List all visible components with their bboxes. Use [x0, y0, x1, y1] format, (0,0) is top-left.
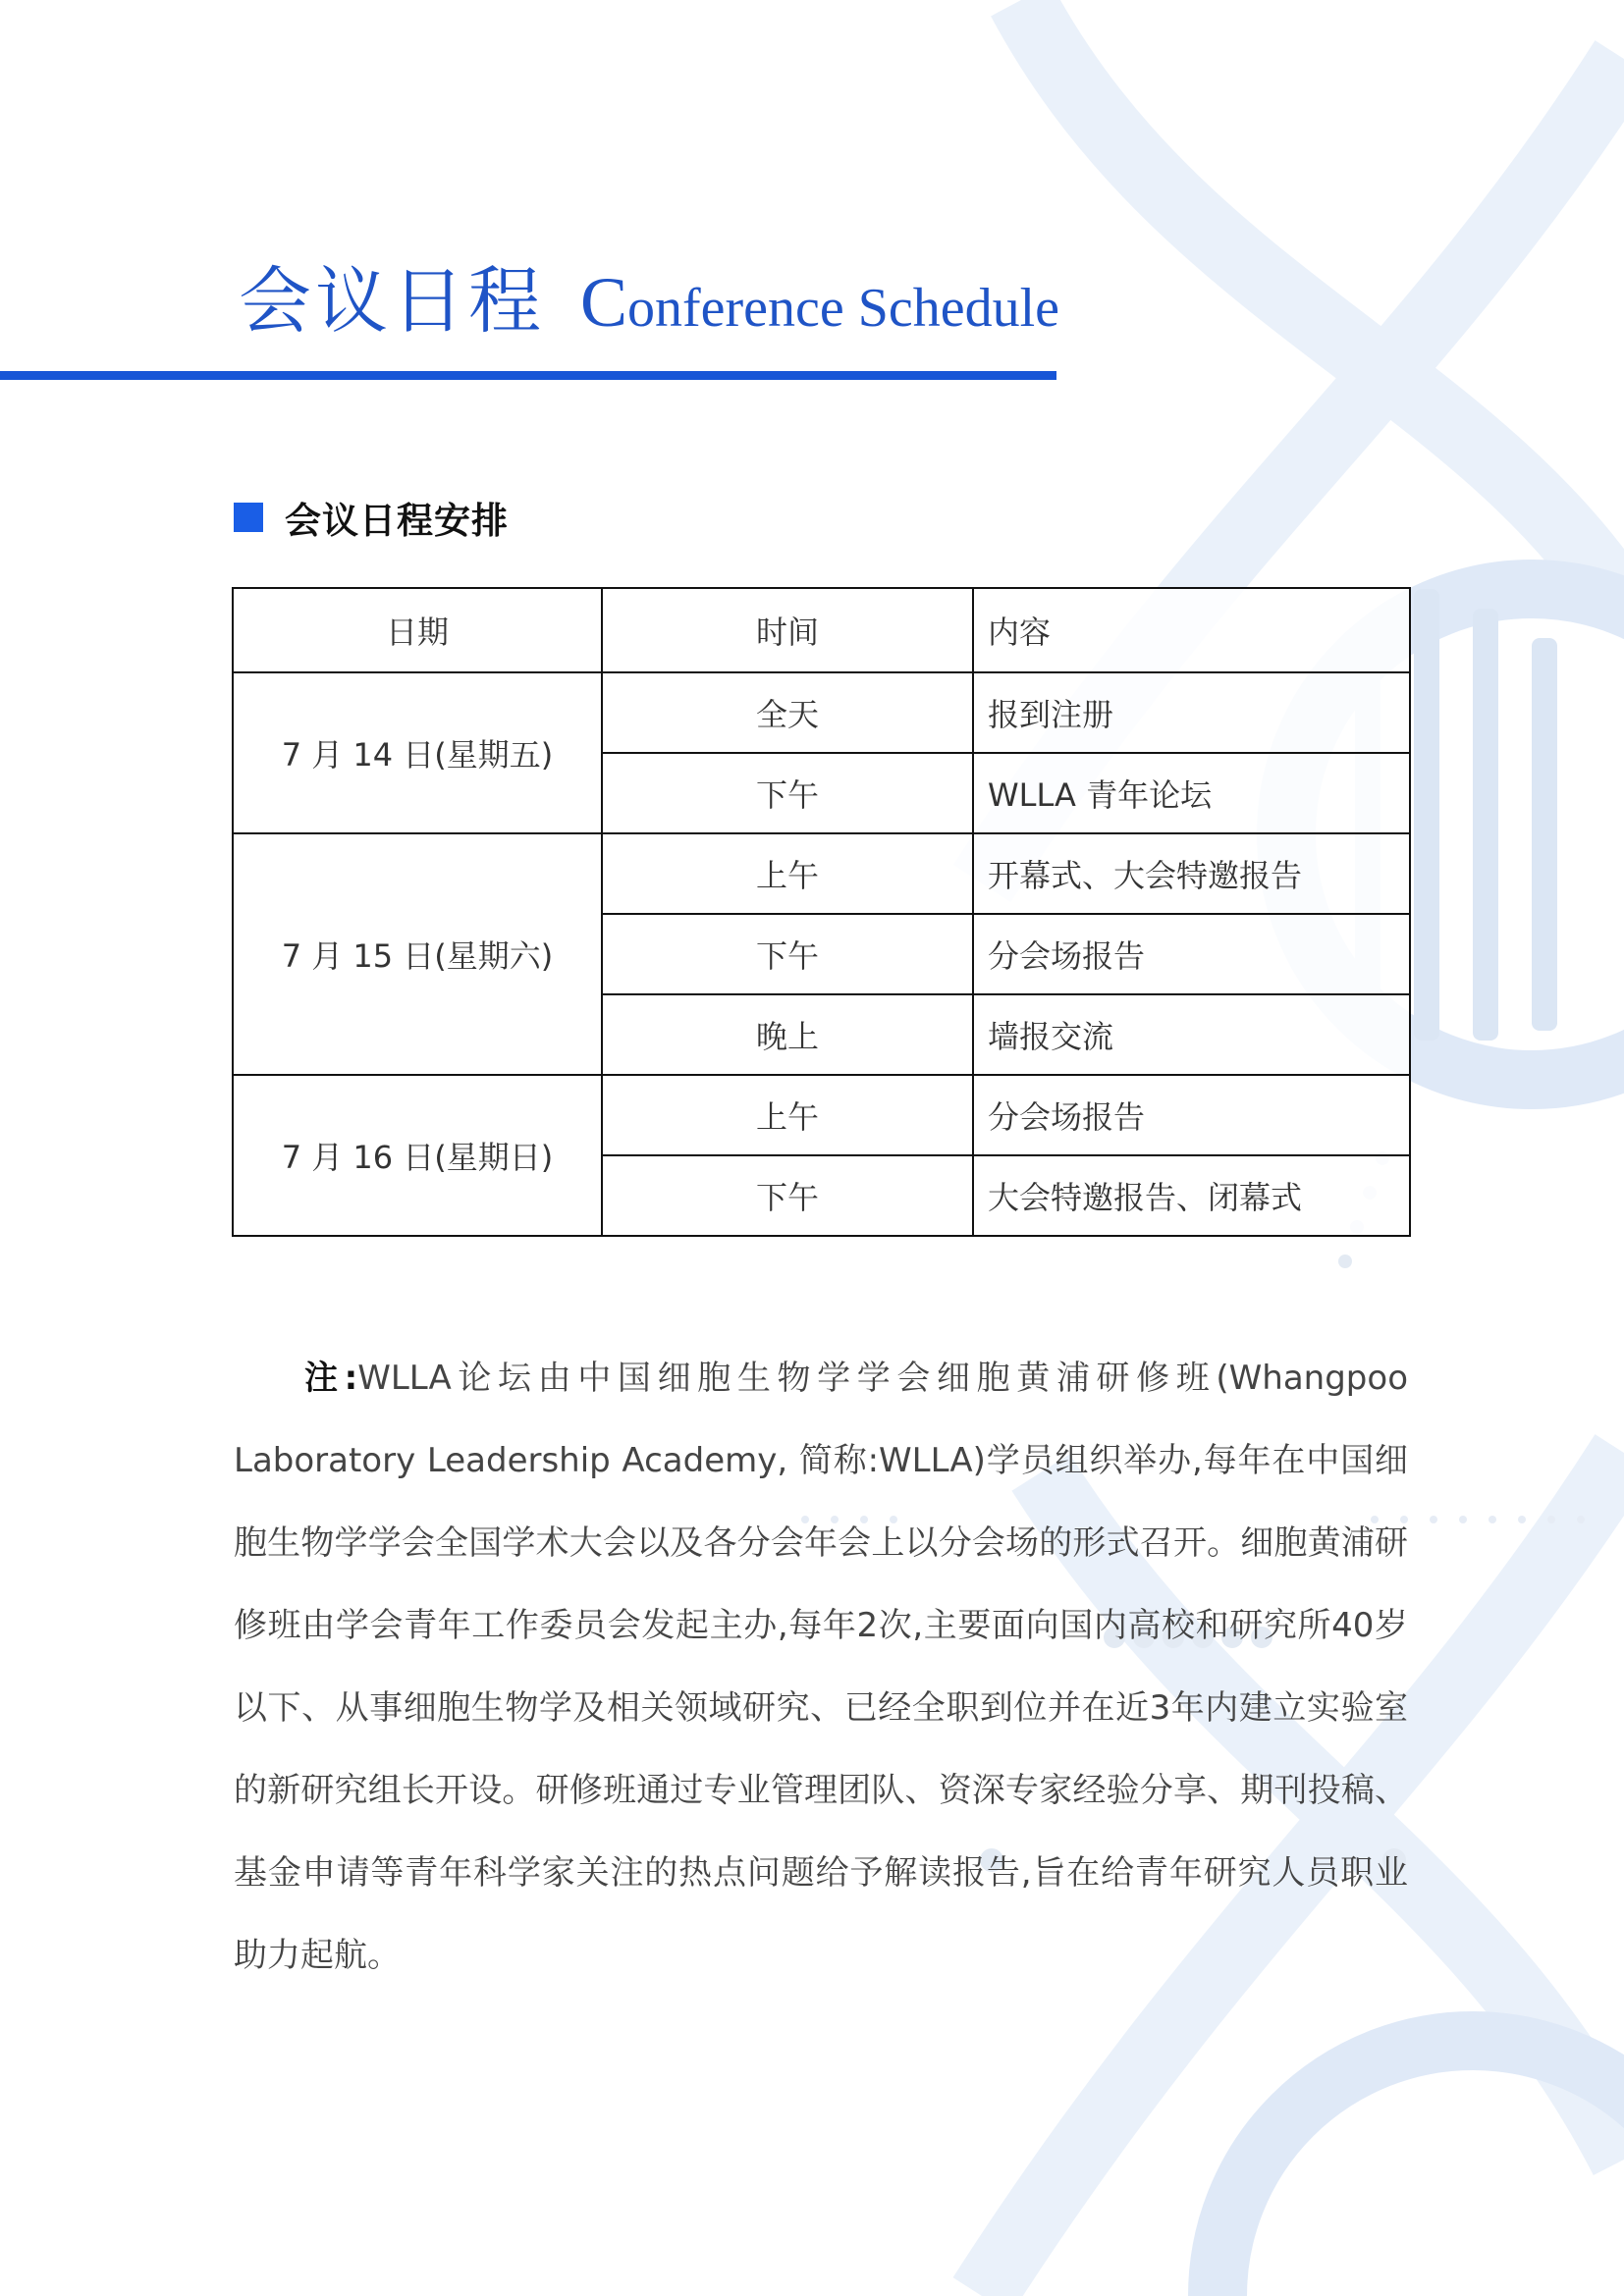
content-cell: 开幕式、大会特邀报告	[973, 833, 1410, 914]
title-underline	[0, 371, 1056, 380]
title-english-rest: onference Schedule	[627, 278, 1060, 339]
time-cell: 下午	[602, 1155, 973, 1236]
section-square-icon	[234, 503, 263, 532]
table-row	[233, 1075, 1410, 1155]
title-english-initial: C	[580, 263, 628, 342]
note-label: 注:	[304, 1359, 358, 1398]
time-cell: 晚上	[602, 994, 973, 1075]
content-cell: 大会特邀报告、闭幕式	[973, 1155, 1410, 1236]
content-cell: 分会场报告	[973, 914, 1410, 994]
section-heading	[234, 491, 509, 544]
date-cell: 7 月 15 日(星期六)	[233, 833, 602, 1075]
schedule-table	[232, 587, 1411, 1237]
time-cell: 全天	[602, 672, 973, 753]
content-cell: 分会场报告	[973, 1075, 1410, 1155]
table-row	[233, 833, 1410, 914]
header-date: 日期	[233, 588, 602, 672]
table-row	[233, 672, 1410, 753]
table-header-row	[233, 588, 1410, 672]
content-cell: WLLA 青年论坛	[973, 753, 1410, 833]
header-content: 内容	[973, 588, 1410, 672]
content-cell: 墙报交流	[973, 994, 1410, 1075]
date-cell: 7 月 16 日(星期日)	[233, 1075, 602, 1236]
time-cell: 上午	[602, 833, 973, 914]
time-cell: 上午	[602, 1075, 973, 1155]
time-cell: 下午	[602, 914, 973, 994]
section-title: 会议日程安排	[285, 500, 509, 542]
page-title	[239, 243, 1059, 347]
time-cell: 下午	[602, 753, 973, 833]
date-cell: 7 月 14 日(星期五)	[233, 672, 602, 833]
note-text: WLLA论坛由中国细胞生物学学会细胞黄浦研修班(Whangpoo Laboratory Leadership Academy, 简称:WLLA)学员组织举办,每年在中国细胞生物学学会全国学术大会以及各分会年会上以分会场的形式召开。细胞黄浦研修班由学会青年工作委员会发起主办,每年2次,主要面向国内高校和研究所40岁以下、从事细胞生物学及相关领域研究、已经全职到位并在近3年内建立实验室的新研究组长开设。研修班通过专业管理团队、资深专家经验分享、期刊投稿、基金申请等青年科学家关注的热点问题给予解读报告,旨在给青年研究人员职业助力起航。	[234, 1359, 1408, 1975]
note-paragraph	[234, 1337, 1408, 1997]
header-time: 时间	[602, 588, 973, 672]
title-english	[580, 263, 1060, 342]
title-chinese: 会议日程	[239, 259, 545, 344]
content-cell: 报到注册	[973, 672, 1410, 753]
